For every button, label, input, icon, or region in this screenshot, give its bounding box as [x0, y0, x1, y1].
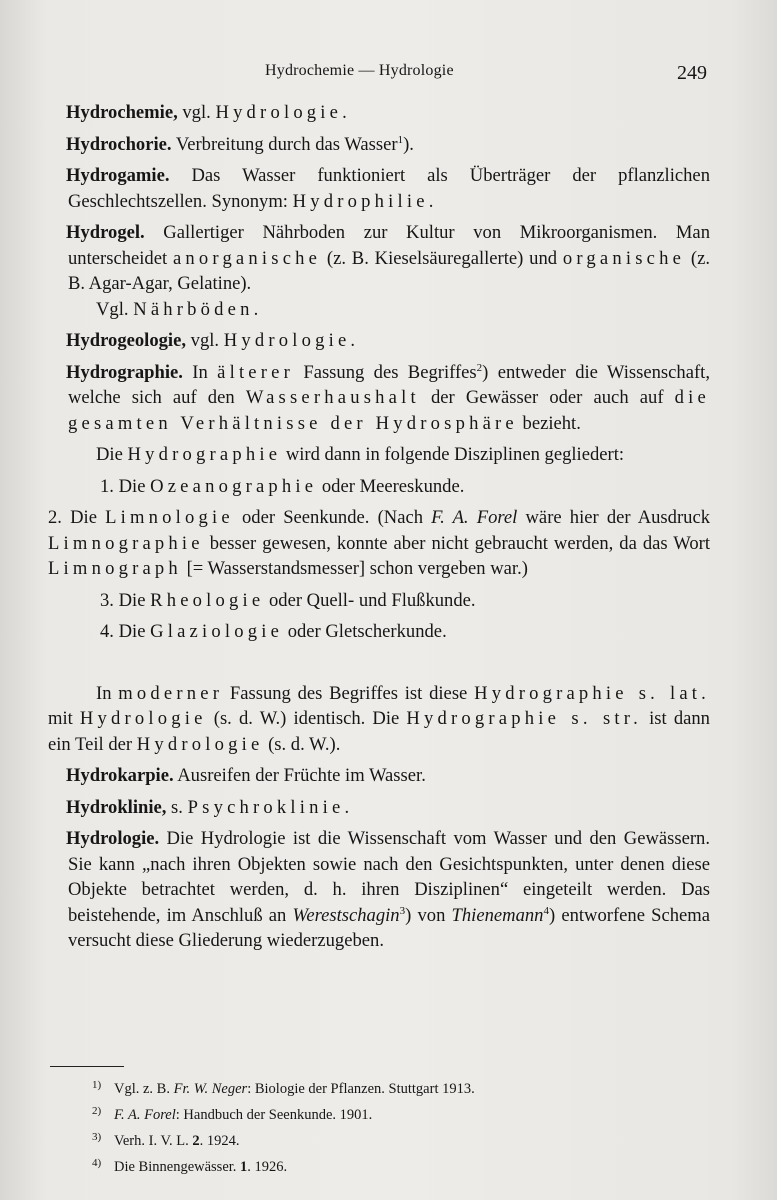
- text-run: Rheologie: [150, 589, 265, 611]
- text-run: 2. Die: [48, 507, 106, 528]
- text-run: 4. Die: [100, 621, 151, 642]
- text-run: Vgl.: [96, 298, 134, 320]
- footnote-mark: 4): [92, 1157, 102, 1169]
- footnote-text: [114, 1107, 372, 1123]
- page-body: [48, 100, 710, 960]
- modern-paragraph: [48, 681, 710, 758]
- text-run: [= Wasserstandsmesser] schon vergeben war.): [181, 558, 528, 579]
- discipline-list: [48, 474, 710, 645]
- text-run: Die Hydrologie ist die Wissenschaft vom Wasser und den Gewässern. Sie kann „nach ihren Objekten sowie nach den Gesichtspunkten, unter denen diese Objekte betrachtet werden, d. h. ihren Disziplinen“ eingeteilt werden. Das beistehende, im Anschluß an: [68, 828, 710, 926]
- text-run: vgl.: [186, 330, 224, 351]
- text-run: ist dann ein Teil der: [48, 708, 710, 755]
- text-run: s.: [166, 796, 188, 818]
- text-run: Verbreitung durch das Wasser: [171, 133, 398, 155]
- lemma: Hydrokarpie.: [66, 765, 174, 786]
- lemma: Hydrochemie,: [66, 102, 178, 123]
- text-run: wäre hier der Ausdruck: [517, 507, 710, 528]
- text-run: Nährböden: [133, 298, 254, 320]
- lemma: Hydroklinie,: [66, 796, 167, 818]
- footnote-ref: 3: [399, 904, 406, 917]
- text-run: der Gewässer oder auch auf: [419, 387, 675, 408]
- text-run: moderner: [118, 682, 224, 704]
- entry-hydrogel: [48, 220, 710, 297]
- text-run: Fassung des Begriffes ist diese: [223, 682, 475, 704]
- entry-hydrokarpie: [48, 763, 710, 789]
- list-item: [48, 474, 710, 500]
- text-run: . 1924.: [199, 1133, 240, 1149]
- text-run: vgl.: [177, 102, 216, 123]
- text-run: Limnographie: [48, 532, 204, 554]
- list-item: [48, 505, 710, 582]
- text-run: Fassung des Begriffes: [294, 361, 477, 383]
- text-run: Psychroklinie: [187, 796, 345, 818]
- spacer: [48, 651, 710, 681]
- text-run: Limnograph: [48, 558, 182, 579]
- text-run: Ausreifen der Früchte im Wasser.: [173, 765, 426, 786]
- footnote-ref: 1: [397, 133, 404, 146]
- footnote: [92, 1152, 692, 1178]
- text-run: Die: [96, 444, 128, 465]
- text-run: Das Wasser funktioniert als Überträger der pflanzlichen Geschlechtszellen. Synonym:: [68, 165, 710, 212]
- lemma: Hydrochorie.: [66, 133, 172, 155]
- entry-text: [174, 765, 426, 786]
- text-run: Fr. W. Neger: [173, 1081, 248, 1097]
- text-run: Hydrographie: [127, 444, 282, 465]
- entry-hydrochemie: [48, 100, 710, 126]
- text-run: (z. B. Kieselsäuregallerte) und: [321, 247, 563, 269]
- entry-hydrogamie: [48, 163, 710, 214]
- text-run: oder Quell- und Flußkunde.: [264, 589, 476, 611]
- footnote: [92, 1074, 692, 1100]
- running-title: Hydrochemie — Hydrologie: [265, 62, 454, 79]
- entry-hydrogeologie: [48, 328, 710, 354]
- lemma: Hydrogeologie,: [66, 330, 186, 351]
- text-run: bezieht.: [517, 412, 581, 434]
- text-run: oder Gletscherkunde.: [283, 621, 447, 642]
- text-run: Vgl. z. B.: [114, 1081, 174, 1097]
- entry-text: [68, 222, 710, 294]
- text-run: organische: [562, 247, 686, 269]
- text-run: wird dann in folgende Disziplinen gegliedert:: [281, 444, 625, 465]
- entry-hydrologie: [48, 826, 710, 954]
- text-run: (s. d. W.).: [263, 733, 341, 755]
- text-run: anorganische: [172, 247, 322, 269]
- text-run: (z. B. Agar-Agar, Gelatine).: [68, 247, 710, 294]
- text-run: Verh. I. V. L.: [114, 1133, 193, 1149]
- text-run: In: [96, 682, 119, 704]
- footnote-rule: [50, 1066, 124, 1067]
- lemma: Hydrographie.: [66, 361, 183, 383]
- text-run: Hydrologie: [79, 708, 207, 729]
- footnote-mark: 3): [92, 1131, 102, 1143]
- text-run: Gallertiger Nährboden zur Kultur von Mikroorganismen. Man unterscheidet: [68, 222, 710, 269]
- lemma: Hydrologie.: [66, 828, 160, 849]
- list-item: [48, 588, 710, 614]
- text-run: Ozeanographie: [150, 475, 318, 497]
- entry-hydroklinie: [48, 795, 710, 821]
- text-run: .: [253, 298, 259, 320]
- footnote-mark: 1): [92, 1079, 102, 1091]
- text-run: .: [350, 330, 356, 351]
- entry-text: [186, 330, 355, 351]
- footnote: [92, 1100, 692, 1126]
- text-run: : Biologie der Pflanzen. Stuttgart 1913.: [247, 1081, 475, 1097]
- entry-hydrochorie: [48, 132, 710, 158]
- text-run: .: [344, 796, 350, 818]
- footnote-ref: 2: [476, 361, 483, 374]
- entry-text: [178, 102, 347, 123]
- footnote: [92, 1126, 692, 1152]
- lemma: Hydrogamie.: [66, 165, 170, 186]
- text-run: Hydrographie s. lat.: [474, 682, 710, 704]
- text-run: älterer: [217, 361, 294, 383]
- text-run: Hydrographie s. str.: [406, 708, 643, 729]
- text-run: Hydrologie: [136, 733, 264, 755]
- list-item: [48, 619, 710, 645]
- text-run: Thienemann: [451, 904, 544, 926]
- hydrographie-intro: [48, 442, 710, 468]
- footnote-mark: 2): [92, 1105, 102, 1117]
- entry-text: [172, 134, 414, 155]
- text-run: F. A. Forel: [431, 507, 518, 528]
- entry-text: [166, 797, 349, 818]
- footnote-text: [114, 1081, 475, 1097]
- text-run: In: [182, 361, 218, 383]
- footnotes: [92, 1074, 692, 1178]
- text-run: Glaziologie: [150, 621, 284, 642]
- text-run: Hydrologie: [223, 330, 351, 351]
- text-run: Werestschagin: [292, 904, 400, 926]
- lemma: Hydrogel.: [66, 222, 145, 243]
- text-run: . 1926.: [247, 1159, 288, 1175]
- text-run: besser gewesen, konnte aber nicht gebraucht werden, da das Wort: [203, 532, 710, 554]
- footnote-ref: 4: [543, 904, 549, 917]
- text-run: ).: [403, 133, 414, 155]
- text-run: .: [342, 102, 347, 123]
- entry-hydrographie: [48, 360, 710, 437]
- entry-text: [68, 828, 710, 951]
- text-run: F. A. Forel: [114, 1107, 176, 1123]
- text-run: ) entworfene Schema versucht diese Gliederung wiederzugeben.: [68, 904, 711, 951]
- footnote-text: [114, 1159, 287, 1175]
- text-run: mit: [48, 708, 80, 729]
- text-run: ) von: [405, 904, 452, 926]
- text-run: (s. d. W.) identisch. Die: [206, 708, 407, 729]
- text-run: Hydrologie: [215, 102, 343, 123]
- text-run: ) entweder die Wissenschaft, welche sich auf den: [68, 361, 710, 408]
- text-run: Hydrophilie: [292, 190, 429, 212]
- text-run: 3. Die: [100, 589, 151, 611]
- footnote-text: [114, 1133, 240, 1149]
- text-run: 2: [192, 1133, 200, 1149]
- text-run: Limnologie: [105, 507, 234, 528]
- text-run: 1. Die: [100, 475, 151, 497]
- text-run: oder Seenkunde. (Nach: [233, 507, 432, 528]
- text-run: Die Binnengewässer.: [114, 1159, 241, 1175]
- text-run: : Handbuch der Seenkunde. 1901.: [175, 1107, 373, 1123]
- text-run: die gesamten Verhältnisse der Hydrosphäre: [68, 387, 710, 434]
- text-run: oder Meereskunde.: [317, 475, 465, 497]
- text-run: Wasserhaushalt: [245, 387, 420, 408]
- text-run: .: [428, 190, 434, 212]
- text-run: 1: [240, 1159, 248, 1175]
- running-head: [0, 62, 777, 86]
- page-number: 249: [677, 62, 707, 84]
- entry-hydrogel-crossref: [48, 297, 710, 323]
